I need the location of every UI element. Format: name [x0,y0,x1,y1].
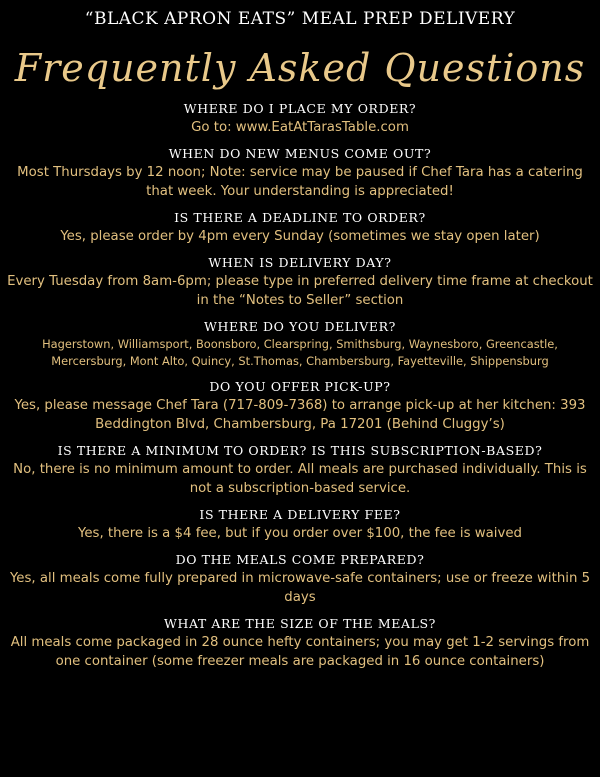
faq-answer: Go to: www.EatAtTarasTable.com [191,120,409,135]
faq-answer: All meals come packaged in 28 ounce hefty containers; you may get 1-2 servings from one container (some freezer meals are packaged in 16 ounce containers) [10,635,590,669]
faq-answer: Most Thursdays by 12 noon; Note: service may be paused if Chef Tara has a catering that week. Your understanding is appreciated! [17,165,583,199]
faq-item [0,551,600,607]
faq-question: IS THERE A DEADLINE TO ORDER? [174,210,426,225]
faq-question: WHERE DO YOU DELIVER? [204,319,396,334]
faq-item [0,100,600,137]
faq-question: IS THERE A MINIMUM TO ORDER? IS THIS SUBSCRIPTION-BASED? [57,443,543,458]
faq-answer: Yes, all meals come fully prepared in microwave-safe containers; use or freeze within 5 days [9,571,591,605]
faq-item [0,615,600,671]
faq-item [0,442,600,498]
faq-question: DO YOU OFFER PICK-UP? [209,379,391,394]
faq-question: WHEN IS DELIVERY DAY? [208,255,392,270]
faq-question: DO THE MEALS COME PREPARED? [175,552,425,567]
faq-question: WHEN DO NEW MENUS COME OUT? [168,146,432,161]
faq-answer: Every Tuesday from 8am-6pm; please type in preferred delivery time frame at checkout in the “Notes to Seller” section [7,274,593,308]
faq-item [0,254,600,310]
faq-answer: Yes, please order by 4pm every Sunday (sometimes we stay open later) [60,229,540,244]
faq-answer: Hagerstown, Williamsport, Boonsboro, Clearspring, Smithsburg, Waynesboro, Greencastle, Mercersburg, Mont Alto, Quincy, St.Thomas, Chambersburg, Fayetteville, Shippensburg [42,337,558,368]
faq-answer: Yes, please message Chef Tara (717-809-7368) to arrange pick-up at her kitchen: 393 Beddington Blvd, Chambersburg, Pa 17201 (Behind Cluggy’s) [14,398,586,432]
page-subtitle: Frequently Asked Questions [14,46,586,90]
page-title: “BLACK APRON EATS” MEAL PREP DELIVERY [84,9,516,29]
faq-question: WHERE DO I PLACE MY ORDER? [183,101,417,116]
faq-item [0,506,600,543]
faq-question: IS THERE A DELIVERY FEE? [199,507,401,522]
faq-item [0,209,600,246]
faq-answer: No, there is no minimum amount to order. All meals are purchased individually. This is not a subscription-based service. [13,462,587,496]
faq-item [0,318,600,370]
faq-item [0,378,600,434]
faq-answer: Yes, there is a $4 fee, but if you order over $100, the fee is waived [78,526,522,541]
faq-question: WHAT ARE THE SIZE OF THE MEALS? [164,616,436,631]
faq-item [0,145,600,201]
